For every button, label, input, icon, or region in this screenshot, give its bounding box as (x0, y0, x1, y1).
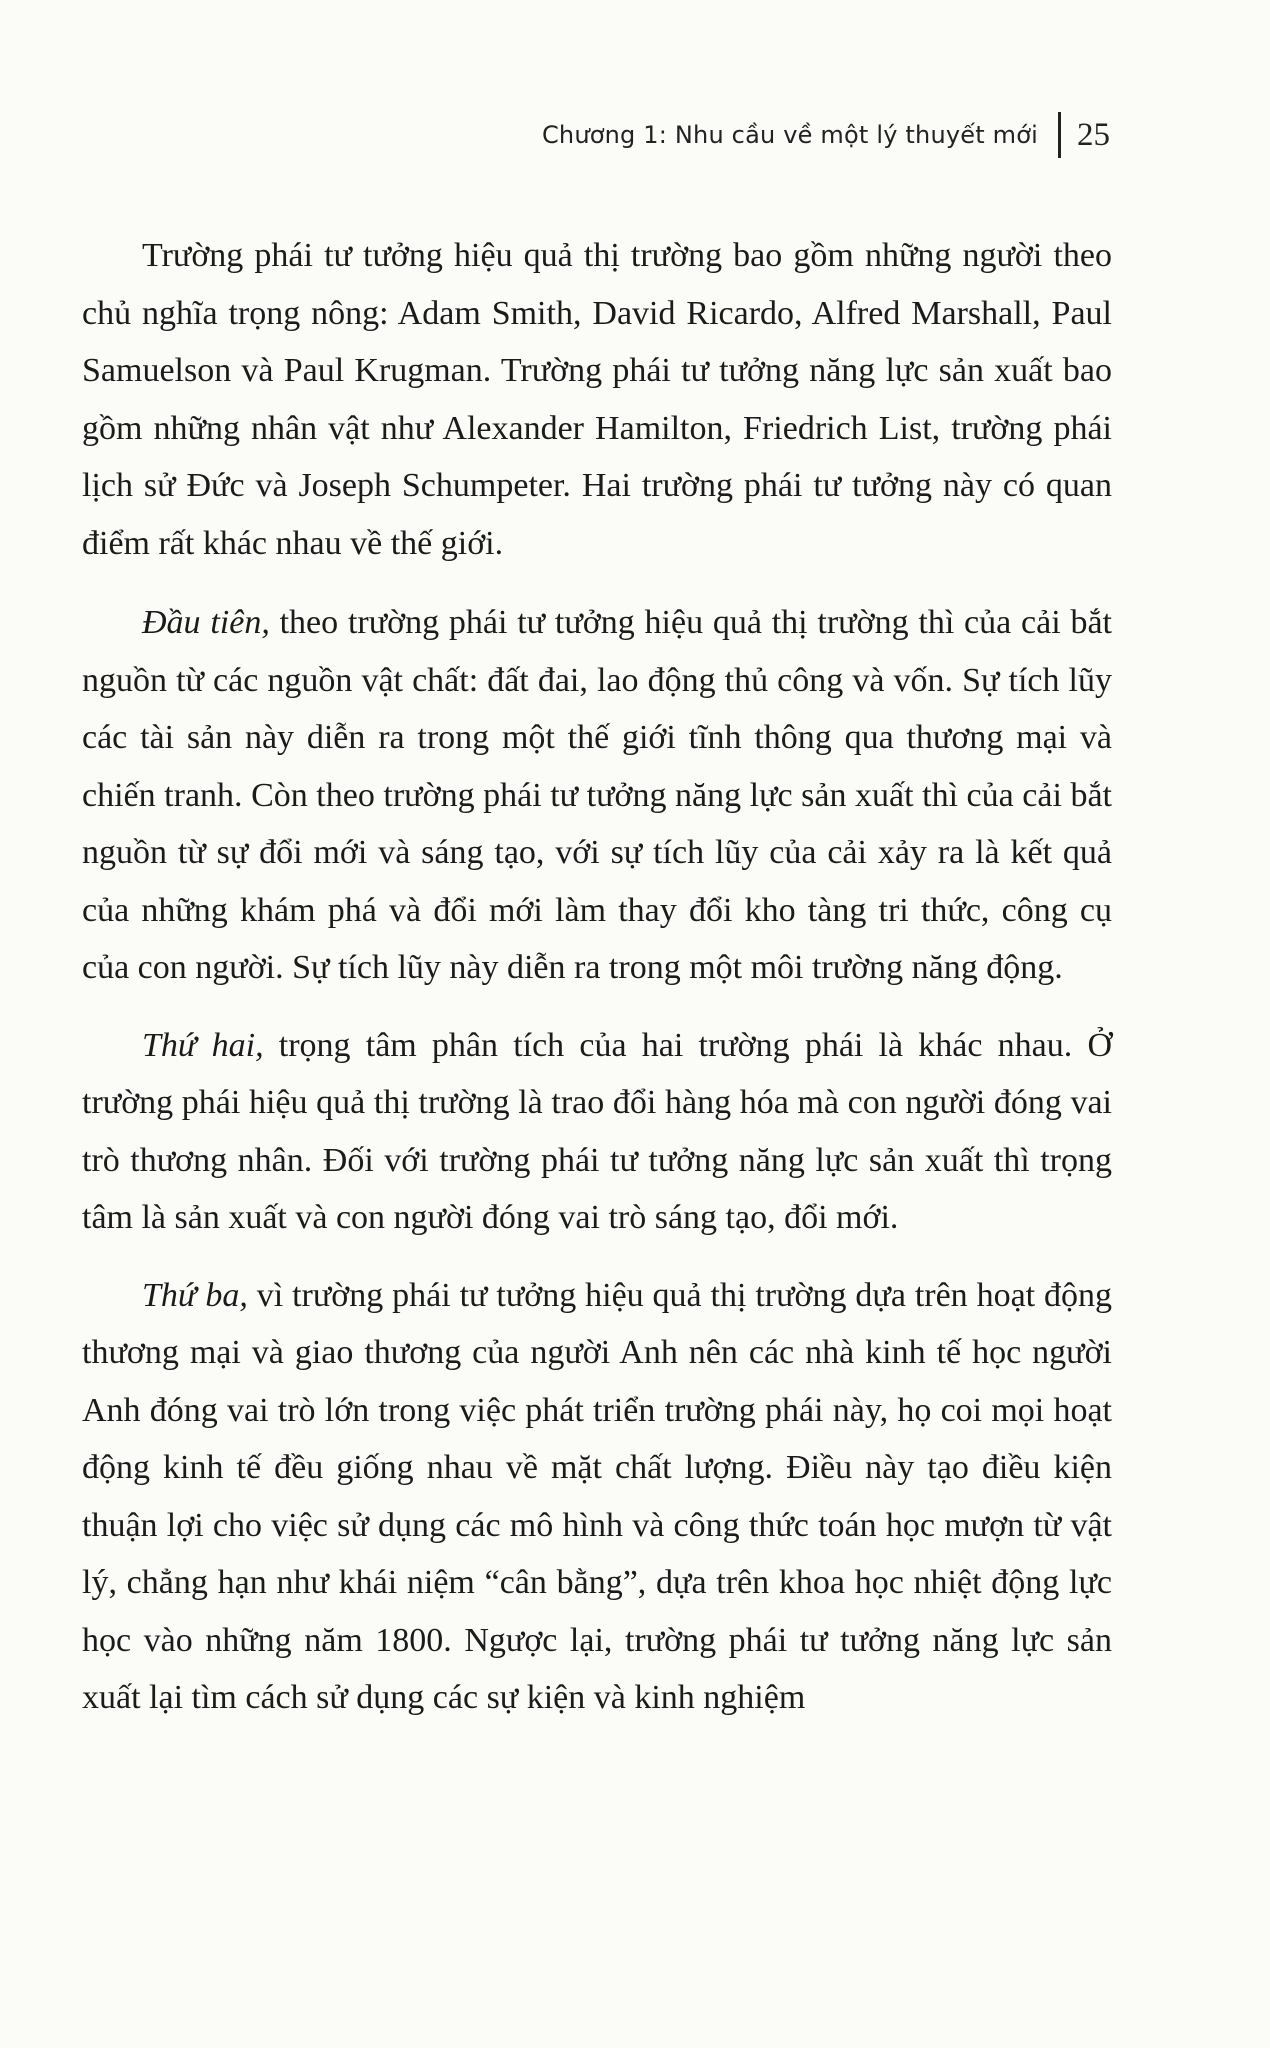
paragraph-text: theo trường phái tư tưởng hiệu quả thị trường thì của cải bắt nguồn từ các nguồn vật chất: đất đai, lao động thủ công và vốn. Sự tích lũy các tài sản này diễn ra trong một thế giới tĩnh thông qua thương mại và chiến tranh. Còn theo trường phái tư tưởng năng lực sản xuất thì của cải bắt nguồn từ sự đổi mới và sáng tạo, với sự tích lũy của cải xảy ra là kết quả của những khám phá và đổi mới làm thay đổi kho tàng tri thức, công cụ của con người. Sự tích lũy này diễn ra trong một môi trường năng động. (82, 604, 1112, 986)
paragraph-1 (82, 227, 1112, 572)
paragraph-4 (82, 1267, 1112, 1727)
paragraph-text: vì trường phái tư tưởng hiệu quả thị trường dựa trên hoạt động thương mại và giao thương của người Anh nên các nhà kinh tế học người Anh đóng vai trò lớn trong việc phát triển trường phái này, họ coi mọi hoạt động kinh tế đều giống nhau về mặt chất lượng. Điều này tạo điều kiện thuận lợi cho việc sử dụng các mô hình và công thức toán học mượn từ vật lý, chẳng hạn như khái niệm “cân bằng”, dựa trên khoa học nhiệt động lực học vào những năm 1800. Ngược lại, trường phái tư tưởng năng lực sản xuất lại tìm cách sử dụng các sự kiện và kinh nghiệm (82, 1276, 1113, 1716)
body-text (82, 227, 1112, 1743)
paragraph-lead: Thứ ba, (142, 1276, 248, 1314)
paragraph-lead: Thứ hai, (142, 1026, 264, 1064)
paragraph-2 (82, 594, 1112, 997)
paragraph-text: trọng tâm phân tích của hai trường phái là khác nhau. Ở trường phái hiệu quả thị trường là trao đổi hàng hóa mà con người đóng vai trò thương nhân. Đối với trường phái tư tưởng năng lực sản xuất thì trọng tâm là sản xuất và con người đóng vai trò sáng tạo, đổi mới. (82, 1026, 1112, 1236)
page-number: 25 (1077, 116, 1110, 153)
chapter-title: Chương 1: Nhu cầu về một lý thuyết mới (541, 121, 1038, 149)
paragraph-3 (82, 1017, 1112, 1247)
header-divider (1058, 112, 1061, 158)
paragraph-text: Trường phái tư tưởng hiệu quả thị trường bao gồm những người theo chủ nghĩa trọng nông: Adam Smith, David Ricardo, Alfred Marshall, Paul Samuelson và Paul Krugman. Trường phái tư tưởng năng lực sản xuất bao gồm những nhân vật như Alexander Hamilton, Friedrich List, trường phái lịch sử Đức và Joseph Schumpeter. Hai trường phái tư tưởng này có quan điểm rất khác nhau về thế giới. (82, 237, 1112, 562)
paragraph-lead: Đầu tiên, (142, 604, 270, 641)
running-header (542, 112, 1110, 158)
